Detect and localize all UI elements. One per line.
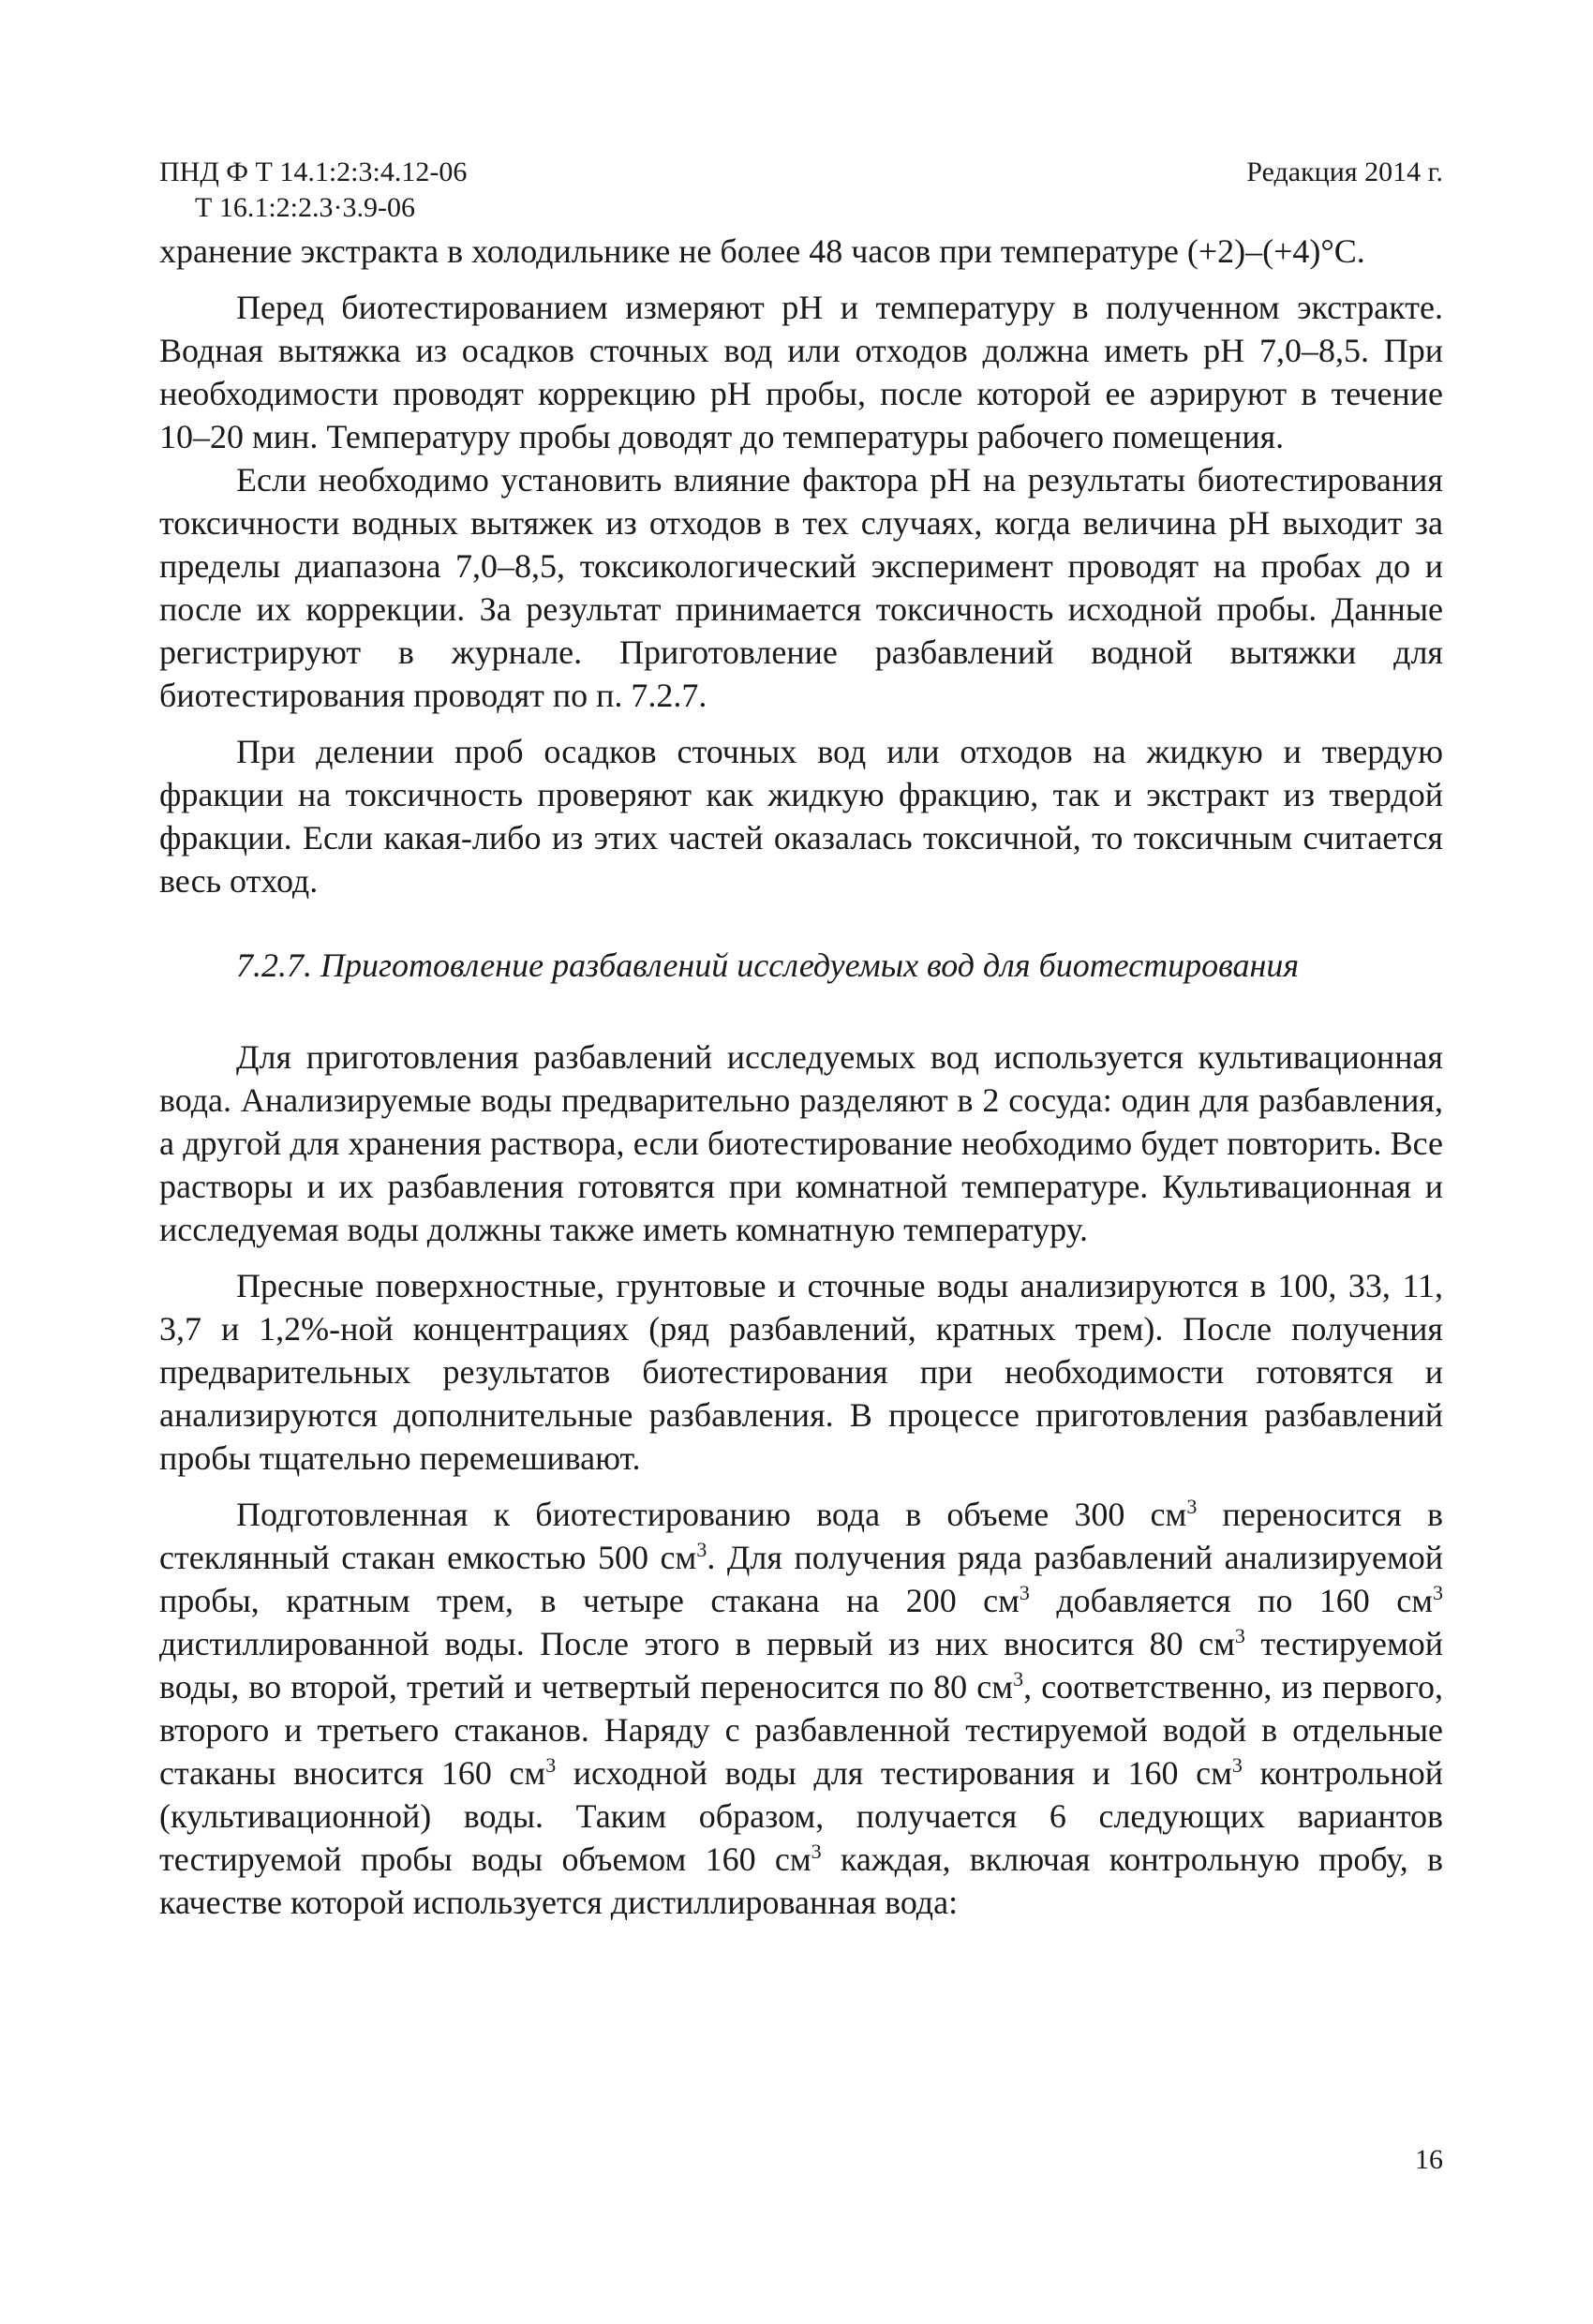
document-codes xyxy=(159,155,467,226)
text-run: тестируемой воды, во второй, третий и четвертый переносится по 80 см xyxy=(159,1625,1443,1706)
paragraph-fractions: При делении проб осадков сточных вод или отходов на жидкую и твердую фракции на токсичность проверяют как жидкую фракцию, так и экстракт из твердой фракции. Если какая-либо из этих частей оказалась токсичной, то токсичным считается весь отход. xyxy=(159,733,1443,900)
edition-label: Редакция 2014 г. xyxy=(1246,156,1443,187)
text-run: каждая, включая контрольную пробу, в качестве которой используется дистиллированная вода: xyxy=(159,1840,1443,1921)
superscript: 3 xyxy=(1186,1495,1198,1518)
document-page xyxy=(159,155,1443,1924)
text-run: контрольной (культивационной) воды. Таким образом, получается 6 следующих вариантов тестируемой пробы воды объемом 160 см xyxy=(159,1754,1443,1878)
superscript: 3 xyxy=(1231,1753,1243,1777)
text-run: добавляется по 160 см xyxy=(1029,1582,1433,1619)
text-run: Подготовленная к биотестированию вода в объеме 300 см xyxy=(236,1496,1187,1533)
paragraph-ph-factor: Если необходимо установить влияние фактора рН на результаты биотестирования токсичности водных вытяжек из отходов в тех случаях, когда величина рН выходит за пределы диапазона 7,0–8,5, токсикологический эксперимент проводят на пробах до и после их коррекции. За результат принимается токсичность исходной пробы. Данные регистрируют в журнале. Приготовление разбавлений водной вытяжки для биотестирования проводят по п. 7.2.7. xyxy=(159,461,1443,714)
page-header xyxy=(159,155,1443,230)
section-heading: 7.2.7. Приготовление разбавлений исследуемых вод для биотестирования xyxy=(236,946,1300,984)
superscript: 3 xyxy=(1433,1581,1443,1604)
page-number: 16 xyxy=(1415,2144,1443,2175)
document-code-secondary: Т 16.1:2:2.3·3.9-06 xyxy=(195,192,415,223)
superscript: 3 xyxy=(811,1840,822,1863)
text-run: , соответственно, из первого, второго и третьего стаканов. Наряду с разбавленной тестируемой водой в отдельные стаканы вносится 160 см xyxy=(159,1668,1443,1792)
superscript: 3 xyxy=(1234,1624,1245,1647)
paragraph-concentrations: Пресные поверхностные, грунтовые и сточные воды анализируются в 100, 33, 11, 3,7 и 1,2%-ной концентрациях (ряд разбавлений, кратных трем). После получения предварительных результатов биотестирования при необходимости готовятся и анализируются дополнительные разбавления. В процессе приготовления разбавлений пробы тщательно перемешивают. xyxy=(159,1267,1443,1477)
paragraph-preparation xyxy=(159,1493,1443,1924)
text-run: . Для получения ряда разбавлений анализируемой пробы, кратным трем, в четыре стакана на 200 см xyxy=(159,1539,1444,1619)
paragraph-dilution-water: Для приготовления разбавлений исследуемых вод используется культивационная вода. Анализируемые воды предварительно разделяют в 2 сосуда: один для разбавления, а другой для хранения раствора, если биотестирование необходимо будет повторить. Все растворы и их разбавления готовятся при комнатной температуре. Культивационная и исследуемая воды должны также иметь комнатную температуру. xyxy=(159,1038,1443,1248)
superscript: 3 xyxy=(696,1538,707,1561)
document-code-primary: ПНД Ф Т 14.1:2:3:4.12-06 xyxy=(159,156,468,187)
superscript: 3 xyxy=(1019,1581,1030,1604)
paragraph-ph-measure: Перед биотестированием измеряют рН и температуру в полученном экстракте. Водная вытяжка из осадков сточных вод или отходов должна иметь рН 7,0–8,5. При необходимости проводят коррекцию рН пробы, после которой ее аэрируют в течение 10–20 мин. Температуру пробы доводят до температуры рабочего помещения. xyxy=(159,289,1443,455)
text-run: переносится в стеклянный стакан емкостью 500 см xyxy=(159,1496,1443,1576)
superscript: 3 xyxy=(545,1753,557,1777)
text-run: дистиллированной воды. После этого в первый из них вносится 80 см xyxy=(159,1625,1235,1662)
superscript: 3 xyxy=(1013,1667,1024,1691)
paragraph-storage: хранение экстракта в холодильнике не более 48 часов при температуре (+2)–(+4)°С. xyxy=(159,232,1365,270)
text-run: исходной воды для тестирования и 160 см xyxy=(556,1754,1232,1792)
